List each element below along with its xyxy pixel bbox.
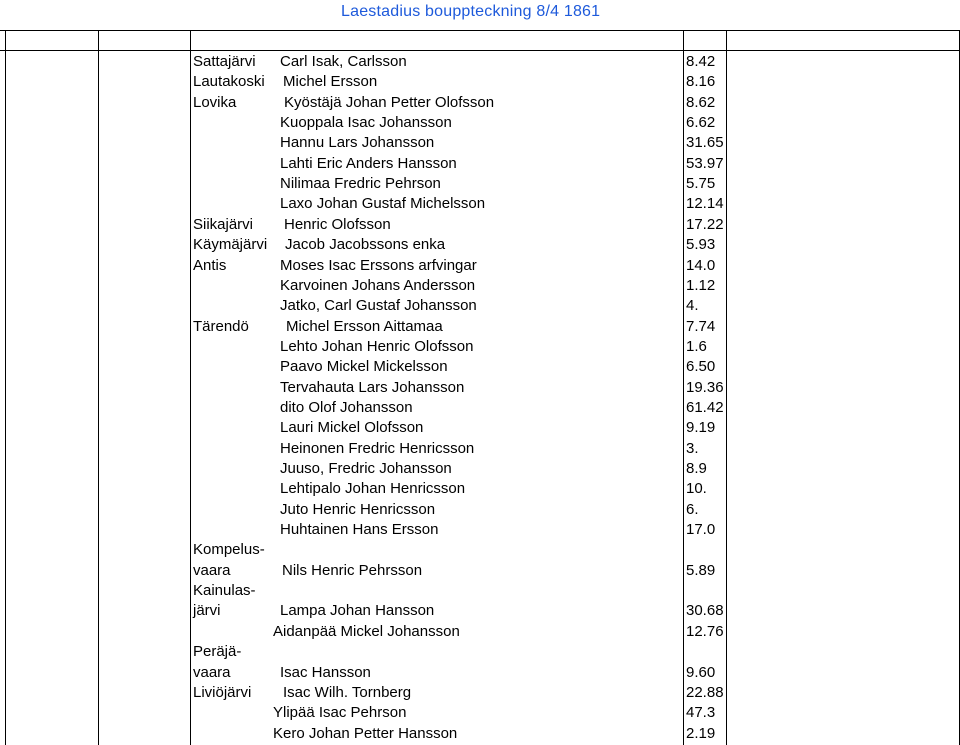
ledger-row xyxy=(0,276,960,296)
ledger-name: Lampa Johan Hansson xyxy=(280,602,435,620)
ledger-place: Siikajärvi xyxy=(193,215,254,233)
ledger-amount: 22.88 xyxy=(686,683,724,701)
ledger-row xyxy=(0,174,960,194)
ledger-amount: 5.89 xyxy=(686,561,716,579)
ledger-amount: 31.65 xyxy=(686,134,724,152)
ledger-name: Kyöstäjä Johan Petter Olofsson xyxy=(284,93,495,111)
ledger-row xyxy=(0,459,960,479)
ledger-row xyxy=(0,72,960,92)
spreadsheet-grid xyxy=(0,30,960,745)
ledger-amount: 17.0 xyxy=(686,521,716,539)
ledger-row xyxy=(0,317,960,337)
ledger-row xyxy=(0,357,960,377)
ledger-amount: 30.68 xyxy=(686,602,724,620)
ledger-row xyxy=(0,540,960,560)
ledger-amount: 19.36 xyxy=(686,378,724,396)
ledger-amount: 6. xyxy=(686,500,699,518)
ledger-name: Jacob Jacobssons enka xyxy=(285,236,446,254)
ledger-name: Laxo Johan Gustaf Michelsson xyxy=(280,195,486,213)
ledger-amount: 47.3 xyxy=(686,704,716,722)
ledger-name: Nils Henric Pehrsson xyxy=(282,561,423,579)
ledger-amount: 8.9 xyxy=(686,460,707,477)
ledger-name: Kuoppala Isac Johansson xyxy=(280,114,452,132)
ledger-row xyxy=(0,683,960,703)
ledger-amount: 5.93 xyxy=(686,236,716,254)
ledger-row xyxy=(0,113,960,133)
ledger-amount: 12.14 xyxy=(686,195,724,213)
document-title: Laestadius bouppteckning 8/4 1861 xyxy=(341,3,601,20)
ledger-row xyxy=(0,520,960,540)
ledger-name: Hannu Lars Johansson xyxy=(280,134,435,152)
ledger-row xyxy=(0,479,960,499)
ledger-place: järvi xyxy=(193,602,221,620)
ledger-amount: 4. xyxy=(686,297,699,315)
ledger-row xyxy=(0,93,960,113)
ledger-amount: 6.50 xyxy=(686,358,716,376)
ledger-row xyxy=(0,256,960,276)
ledger-place: Kompelus- xyxy=(193,541,265,559)
ledger-name: Jatko, Carl Gustaf Johansson xyxy=(280,297,477,315)
ledger-name: Huhtainen Hans Ersson xyxy=(280,521,439,539)
ledger-name: Lehtipalo Johan Henricsson xyxy=(280,480,466,498)
ledger-row xyxy=(0,52,960,72)
ledger-row xyxy=(0,439,960,459)
ledger-row xyxy=(0,642,960,662)
ledger-row xyxy=(0,378,960,398)
ledger-name: Isac Wilh. Tornberg xyxy=(283,683,412,701)
ledger-amount: 53.97 xyxy=(686,154,724,172)
ledger-amount: 17.22 xyxy=(686,215,724,233)
ledger-row xyxy=(0,601,960,621)
ledger-name: Aidanpää Mickel Johansson xyxy=(273,622,460,640)
ledger-row xyxy=(0,194,960,214)
ledger-row xyxy=(0,703,960,723)
ledger-name: Lehto Johan Henric Olofsson xyxy=(280,337,474,355)
ledger-amount: 5.75 xyxy=(686,175,716,193)
ledger-name: Nilimaa Fredric Pehrson xyxy=(280,175,441,193)
ledger-row xyxy=(0,663,960,683)
ledger-amount: 3. xyxy=(686,439,699,457)
ledger-row xyxy=(0,500,960,520)
ledger-place: Käymäjärvi xyxy=(193,236,268,254)
ledger-name: Paavo Mickel Mickelsson xyxy=(280,358,448,376)
ledger-row xyxy=(0,418,960,438)
ledger-amount: 1.12 xyxy=(686,276,716,294)
ledger-row xyxy=(0,133,960,153)
ledger-name: Juto Henric Henricsson xyxy=(280,500,436,518)
ledger-place: Lovika xyxy=(193,93,237,111)
ledger-amount: 10. xyxy=(686,480,707,498)
ledger-amount: 8.16 xyxy=(686,73,716,91)
ledger-row xyxy=(0,337,960,357)
ledger-amount: 8.42 xyxy=(686,53,716,70)
ledger-row xyxy=(0,154,960,174)
grid-line-header xyxy=(0,50,960,51)
ledger-row xyxy=(0,296,960,316)
ledger-amount: 9.19 xyxy=(686,419,716,437)
ledger-name: Carl Isak, Carlsson xyxy=(280,53,407,70)
ledger-row xyxy=(0,724,960,744)
ledger-amount: 2.19 xyxy=(686,724,716,742)
ledger-name: Ylipää Isac Pehrson xyxy=(273,704,407,722)
ledger-name: Lauri Mickel Olofsson xyxy=(280,419,424,437)
ledger-place: Antis xyxy=(193,256,227,274)
ledger-name: Heinonen Fredric Henricsson xyxy=(280,439,475,457)
ledger-name: Lahti Eric Anders Hansson xyxy=(280,154,457,172)
grid-line-top xyxy=(0,30,960,31)
ledger-amount: 8.62 xyxy=(686,93,716,111)
ledger-name: Moses Isac Erssons arfvingar xyxy=(280,256,477,274)
ledger-amount: 6.62 xyxy=(686,114,716,132)
ledger-place: vaara xyxy=(193,561,231,579)
ledger-row xyxy=(0,561,960,581)
ledger-row xyxy=(0,235,960,255)
ledger-name: dito Olof Johansson xyxy=(280,398,413,416)
ledger-row xyxy=(0,622,960,642)
ledger-place: Kainulas- xyxy=(193,582,256,600)
ledger-name: Tervahauta Lars Johansson xyxy=(280,378,465,396)
ledger-amount: 14.0 xyxy=(686,256,716,274)
ledger-row xyxy=(0,398,960,418)
ledger-amount: 9.60 xyxy=(686,663,716,681)
ledger-amount: 61.42 xyxy=(686,398,724,416)
ledger-amount: 1.6 xyxy=(686,337,707,355)
ledger-place: Peräjä- xyxy=(193,643,242,661)
ledger-name: Kero Johan Petter Hansson xyxy=(273,724,458,742)
ledger-amount: 12.76 xyxy=(686,622,724,640)
ledger-name: Henric Olofsson xyxy=(284,215,391,233)
ledger-name: Juuso, Fredric Johansson xyxy=(280,460,452,477)
ledger-row xyxy=(0,215,960,235)
ledger-name: Michel Ersson xyxy=(283,73,378,91)
ledger-name: Isac Hansson xyxy=(280,663,371,681)
ledger-amount: 7.74 xyxy=(686,317,716,335)
ledger-place: Tärendö xyxy=(193,317,249,335)
ledger-place: Sattajärvi xyxy=(193,53,256,70)
ledger-place: Lautakoski xyxy=(193,73,265,91)
ledger-place: Liviöjärvi xyxy=(193,683,252,701)
ledger-place: vaara xyxy=(193,663,231,681)
ledger-name: Karvoinen Johans Andersson xyxy=(280,276,476,294)
ledger-row xyxy=(0,581,960,601)
ledger-name: Michel Ersson Aittamaa xyxy=(286,317,443,335)
